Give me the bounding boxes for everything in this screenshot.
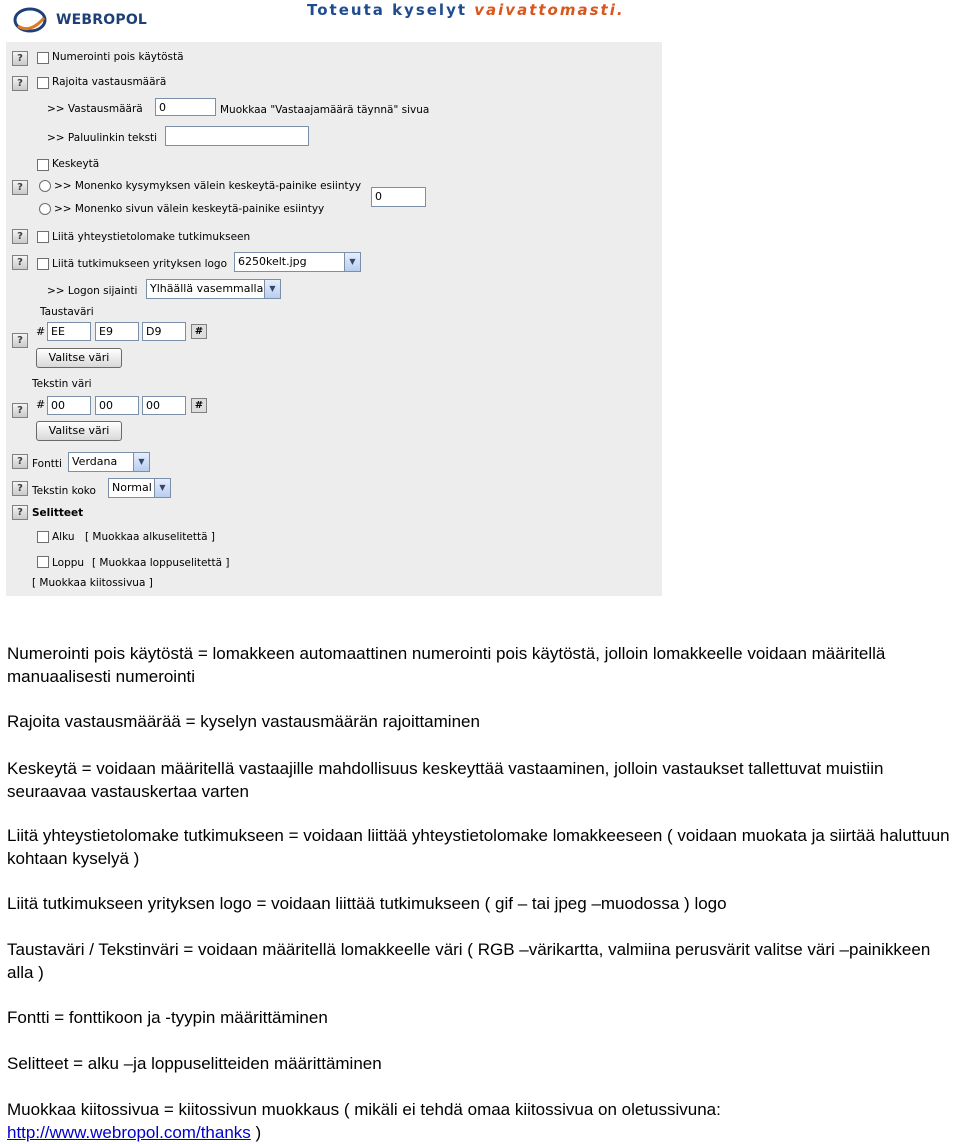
- text-color-label: Tekstin väri: [32, 378, 92, 390]
- desc-contact-form: Liitä yhteystietolomake tutkimukseen = voidaan liittää yhteystietolomake lomakkeeseen ( voidaan muokata ja siirtää haluttuun kohtaan kyselyä ): [7, 826, 950, 868]
- logo-swoosh-icon: [12, 4, 48, 34]
- help-icon[interactable]: ?: [12, 333, 28, 348]
- contact-form-label: Liitä yhteystietolomake tutkimukseen: [52, 231, 251, 243]
- chevron-down-icon: ▼: [133, 453, 149, 471]
- logo-text: WEBROPOL: [56, 12, 148, 28]
- return-link-label: >> Paluulinkin teksti: [47, 132, 158, 144]
- chevron-down-icon: ▼: [344, 253, 360, 271]
- bg-color-label: Taustaväri: [40, 306, 94, 318]
- color-picker-icon[interactable]: #: [191, 398, 207, 413]
- logo-position-label: >> Logon sijainti: [47, 285, 138, 297]
- pause-questions-label: >> Monenko kysymyksen välein keskeytä-painike esiintyy: [54, 180, 362, 192]
- numbering-off-checkbox[interactable]: [37, 52, 49, 64]
- edit-full-page-link[interactable]: Muokkaa "Vastaajamäärä täynnä" sivua: [220, 104, 430, 116]
- text-choose-color-button[interactable]: Valitse väri: [36, 421, 122, 441]
- edit-start-caption-link[interactable]: [ Muokkaa alkuselitettä ]: [85, 531, 215, 543]
- pause-questions-radio[interactable]: [39, 180, 51, 192]
- chevron-down-icon: ▼: [264, 280, 280, 298]
- attach-logo-label: Liitä tutkimukseen yrityksen logo: [52, 258, 228, 270]
- chevron-down-icon: ▼: [154, 479, 170, 497]
- desc-thanks-text: Muokkaa kiitossivua = kiitossivun muokkaus ( mikäli ei tehdä omaa kiitossivua on oletussivuna:: [7, 1100, 721, 1119]
- pause-label: Keskeytä: [52, 158, 100, 170]
- webropol-logo: [12, 4, 148, 34]
- bg-choose-color-button[interactable]: Valitse väri: [36, 348, 122, 368]
- pause-pages-radio[interactable]: [39, 203, 51, 215]
- help-icon[interactable]: ?: [12, 51, 28, 66]
- return-link-input[interactable]: [165, 126, 309, 146]
- font-size-value: Normal: [112, 481, 152, 494]
- limit-responses-checkbox[interactable]: [37, 77, 49, 89]
- logo-position-select[interactable]: [146, 279, 281, 299]
- logo-position-value: Ylhäällä vasemmalla: [150, 282, 264, 295]
- edit-thanks-link[interactable]: [ Muokkaa kiitossivua ]: [32, 577, 153, 589]
- tagline-accent: vaivattomasti.: [474, 1, 625, 19]
- desc-thanks: [7, 1098, 957, 1144]
- start-caption-checkbox[interactable]: [37, 531, 49, 543]
- help-icon[interactable]: ?: [12, 180, 28, 195]
- help-icon[interactable]: ?: [12, 76, 28, 91]
- text-red-input[interactable]: 00: [47, 396, 91, 415]
- response-count-input[interactable]: 0: [155, 98, 216, 116]
- help-icon[interactable]: ?: [12, 481, 28, 496]
- page-header: [0, 0, 960, 40]
- help-icon[interactable]: ?: [12, 229, 28, 244]
- font-size-select[interactable]: [108, 478, 171, 498]
- desc-logo: Liitä tutkimukseen yrityksen logo = voidaan liittää tutkimukseen ( gif – tai jpeg –muodossa ) logo: [7, 894, 727, 913]
- contact-form-checkbox[interactable]: [37, 231, 49, 243]
- thanks-url-link[interactable]: http://www.webropol.com/thanks: [7, 1123, 251, 1142]
- font-label: Fontti: [32, 458, 62, 470]
- desc-thanks-end: ): [250, 1123, 262, 1142]
- text-blue-input[interactable]: 00: [142, 396, 186, 415]
- pause-pages-label: >> Monenko sivun välein keskeytä-painike esiintyy: [54, 203, 325, 215]
- bg-blue-input[interactable]: D9: [142, 322, 186, 341]
- survey-settings-panel: [6, 42, 662, 596]
- text-green-input[interactable]: 00: [95, 396, 139, 415]
- desc-colors: Taustaväri / Tekstinväri = voidaan määritellä lomakkeelle väri ( RGB –värikartta, valmiina perusvärit valitse väri –painikkeen alla ): [7, 940, 931, 982]
- font-size-label: Tekstin koko: [32, 485, 96, 497]
- pause-interval-input[interactable]: 0: [371, 187, 426, 207]
- font-value: Verdana: [72, 455, 118, 468]
- desc-font: Fontti = fonttikoon ja -tyypin määrittäminen: [7, 1008, 328, 1027]
- bg-green-input[interactable]: E9: [95, 322, 139, 341]
- desc-captions: Selitteet = alku –ja loppuselitteiden määrittäminen: [7, 1054, 382, 1073]
- start-caption-label: Alku: [52, 531, 75, 543]
- desc-limit: Rajoita vastausmäärää = kyselyn vastausmäärän rajoittaminen: [7, 712, 480, 731]
- hash-symbol: #: [36, 325, 46, 338]
- help-icon[interactable]: ?: [12, 255, 28, 270]
- end-caption-checkbox[interactable]: [37, 556, 49, 568]
- captions-label: Selitteet: [32, 507, 84, 519]
- help-icon[interactable]: ?: [12, 403, 28, 418]
- tagline: [307, 1, 625, 19]
- response-count-label: >> Vastausmäärä: [47, 103, 143, 115]
- logo-file-value: 6250kelt.jpg: [238, 255, 307, 268]
- pause-checkbox[interactable]: [37, 159, 49, 171]
- numbering-off-label: Numerointi pois käytöstä: [52, 51, 184, 63]
- hash-symbol: #: [36, 398, 46, 411]
- end-caption-label: Loppu: [52, 557, 85, 569]
- font-select[interactable]: [68, 452, 150, 472]
- edit-end-caption-link[interactable]: [ Muokkaa loppuselitettä ]: [92, 557, 230, 569]
- logo-file-select[interactable]: [234, 252, 361, 272]
- help-icon[interactable]: ?: [12, 454, 28, 469]
- desc-pause: Keskeytä = voidaan määritellä vastaajille mahdollisuus keskeyttää vastaaminen, jolloin vastaukset tallettuvat muistiin seuraavaa vastauskertaa varten: [7, 759, 884, 801]
- help-icon[interactable]: ?: [12, 505, 28, 520]
- color-picker-icon[interactable]: #: [191, 324, 207, 339]
- tagline-main: Toteuta kyselyt: [307, 1, 468, 19]
- desc-numbering: Numerointi pois käytöstä = lomakkeen automaattinen numerointi pois käytöstä, jolloin lomakkeelle voidaan määritellä manuaalisesti numerointi: [7, 644, 886, 686]
- bg-red-input[interactable]: EE: [47, 322, 91, 341]
- limit-responses-label: Rajoita vastausmäärä: [52, 76, 167, 88]
- attach-logo-checkbox[interactable]: [37, 258, 49, 270]
